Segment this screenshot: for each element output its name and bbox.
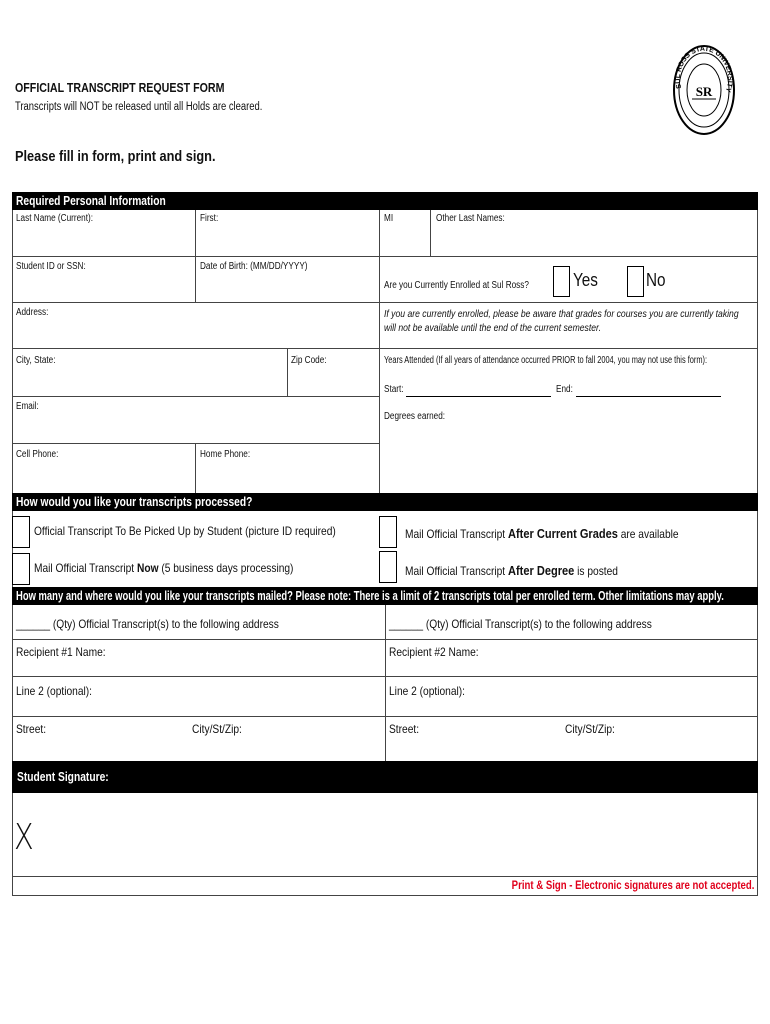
zip-code-field[interactable]: Zip Code: [291, 355, 327, 366]
fill-instruction: Please fill in form, print and sign. [15, 148, 216, 165]
pickup-option-label: Official Transcript To Be Picked Up by Student (picture ID required) [34, 524, 336, 538]
start-input-line[interactable] [406, 396, 551, 397]
signature-footer-note: Print & Sign - Electronic signatures are not accepted. [511, 878, 754, 892]
qty-recipient2-field[interactable]: ______ (Qty) Official Transcript(s) to the following address [389, 617, 652, 631]
end-label: End: [556, 384, 573, 395]
recipient1-name-field[interactable]: Recipient #1 Name: [16, 645, 106, 659]
city-state-field[interactable]: City, State: [16, 355, 56, 366]
personal-info-grid [12, 210, 758, 493]
cell-phone-field[interactable]: Cell Phone: [16, 449, 59, 460]
seal-mark: SR [695, 84, 713, 99]
end-input-line[interactable] [576, 396, 721, 397]
recipient1-city-st-zip-field[interactable]: City/St/Zip: [192, 722, 242, 736]
enrolled-no-checkbox[interactable] [627, 266, 644, 297]
enrolled-note: If you are currently enrolled, please be aware that grades for courses you are currently taking will not be available until the end of the current semester. [384, 308, 739, 334]
recipient1-line2-field[interactable]: Line 2 (optional): [16, 684, 92, 698]
form-subtitle: Transcripts will NOT be released until all Holds are cleared. [15, 101, 263, 113]
recipient1-street-field[interactable]: Street: [16, 722, 47, 736]
mail-after-degree-checkbox[interactable] [379, 551, 397, 583]
mail-after-grades-checkbox[interactable] [379, 516, 397, 548]
university-seal [672, 44, 736, 140]
recipient2-street-field[interactable]: Street: [389, 722, 420, 736]
last-name-field[interactable]: Last Name (Current): [16, 213, 94, 224]
recipient2-city-st-zip-field[interactable]: City/St/Zip: [565, 722, 615, 736]
mail-now-checkbox[interactable] [12, 553, 30, 585]
section-processing: How would you like your transcripts processed? [12, 493, 758, 511]
pickup-checkbox[interactable] [12, 516, 30, 548]
dob-field[interactable]: Date of Birth: (MM/DD/YYYY) [200, 261, 308, 272]
other-last-names-field[interactable]: Other Last Names: [436, 213, 505, 224]
mail-now-option-label: Mail Official Transcript Now (5 business days processing) [34, 561, 294, 575]
address-field[interactable]: Address: [16, 307, 49, 318]
degrees-earned-field[interactable]: Degrees earned: [384, 411, 446, 422]
enrolled-no-label: No [646, 270, 666, 290]
recipient2-name-field[interactable]: Recipient #2 Name: [389, 645, 479, 659]
enrolled-yes-checkbox[interactable] [553, 266, 570, 297]
student-id-field[interactable]: Student ID or SSN: [16, 261, 86, 272]
qty-recipient1-field[interactable]: ______ (Qty) Official Transcript(s) to the following address [16, 617, 279, 631]
section-personal-info: Required Personal Information [12, 192, 758, 210]
signature-x-mark: X [14, 817, 34, 858]
enrolled-yes-label: Yes [573, 270, 598, 290]
email-field[interactable]: Email: [16, 401, 39, 412]
form-title: OFFICIAL TRANSCRIPT REQUEST FORM [15, 80, 225, 95]
recipient2-line2-field[interactable]: Line 2 (optional): [389, 684, 465, 698]
start-label: Start: [384, 384, 404, 395]
enrolled-question: Are you Currently Enrolled at Sul Ross? [384, 280, 529, 291]
section-signature: Student Signature: [12, 761, 758, 793]
mail-after-grades-option-label: Mail Official Transcript After Current Grades are available [405, 526, 679, 541]
seal-lettering: SUL ROSS STATE UNIVERSITY [674, 45, 734, 93]
years-attended-label: Years Attended (If all years of attendance occurred PRIOR to fall 2004, you may not use this form): [384, 355, 708, 366]
first-name-field[interactable]: First: [200, 213, 219, 224]
section-mailing: How many and where would you like your transcripts mailed? Please note: There is a limit of 2 transcripts total per enrolled term. Other limitations may apply. [12, 587, 758, 605]
mail-after-degree-option-label: Mail Official Transcript After Degree is posted [405, 563, 618, 578]
home-phone-field[interactable]: Home Phone: [200, 449, 251, 460]
mi-field[interactable]: MI [384, 213, 394, 224]
